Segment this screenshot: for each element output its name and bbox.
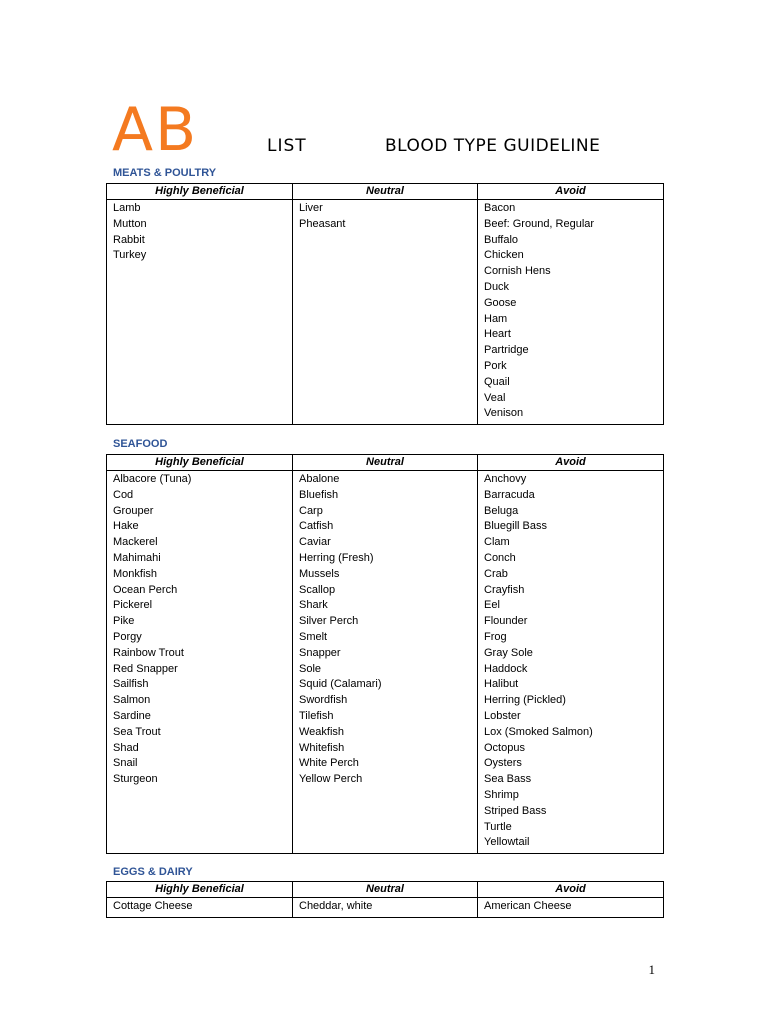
column-header-avoid: Avoid — [478, 455, 664, 471]
food-item: Ocean Perch — [113, 583, 178, 596]
food-item: Anchovy — [484, 473, 527, 485]
food-item: Lox (Smoked Salmon) — [484, 725, 593, 738]
table-seafood — [106, 454, 664, 854]
food-item: Pike — [113, 615, 135, 628]
food-item: Hake — [113, 520, 139, 533]
avoid-cell — [478, 898, 664, 918]
neutral-cell — [293, 471, 478, 854]
food-item: Shrimp — [484, 788, 519, 801]
food-item: Snail — [113, 757, 138, 770]
beneficial-cell — [107, 898, 293, 918]
food-item: Catfish — [299, 520, 334, 533]
food-item: Bacon — [484, 202, 516, 214]
food-item: Bluegill Bass — [484, 520, 547, 533]
food-item: Lobster — [484, 709, 521, 722]
section-title-meats: MEATS & POULTRY — [113, 167, 217, 179]
food-item: Goose — [484, 296, 517, 309]
guideline-label: BLOOD TYPE GUIDELINE — [385, 136, 601, 156]
food-item: Clam — [484, 536, 510, 549]
food-item: Mahimahi — [113, 551, 161, 564]
food-item: Quail — [484, 375, 510, 388]
food-item: Chicken — [484, 249, 524, 262]
food-item: Haddock — [484, 662, 528, 675]
list-label: LIST — [267, 136, 307, 156]
food-item: Partridge — [484, 344, 529, 357]
food-item: Porgy — [113, 630, 142, 643]
section-title-seafood: SEAFOOD — [113, 438, 168, 450]
section-title-eggs: EGGS & DAIRY — [113, 866, 193, 878]
food-item: Shad — [113, 741, 139, 754]
food-item: Sole — [299, 662, 322, 675]
food-item: Sea Bass — [484, 773, 532, 786]
food-item: Heart — [484, 328, 511, 341]
column-header-beneficial: Highly Beneficial — [107, 882, 293, 898]
food-item: Pickerel — [113, 599, 153, 612]
table-meats — [106, 183, 664, 425]
food-item: Herring (Pickled) — [484, 694, 566, 707]
column-header-avoid: Avoid — [478, 184, 664, 200]
food-item: Crab — [484, 567, 508, 580]
food-item: Shark — [299, 599, 328, 612]
food-item: Weakfish — [299, 725, 345, 738]
food-item: Herring (Fresh) — [299, 551, 374, 564]
food-item: Salmon — [113, 694, 151, 707]
food-item: Beluga — [484, 504, 519, 517]
food-item: Flounder — [484, 615, 528, 628]
food-item: Octopus — [484, 741, 525, 754]
food-item: Yellow Perch — [299, 773, 363, 786]
food-item: Crayfish — [484, 583, 525, 596]
food-item: Oysters — [484, 757, 522, 770]
food-item: Swordfish — [299, 694, 348, 707]
food-item: Cornish Hens — [484, 265, 551, 278]
column-header-neutral: Neutral — [293, 184, 478, 200]
food-item: Halibut — [484, 678, 519, 691]
food-item: Caviar — [299, 536, 331, 549]
food-item: Eel — [484, 599, 500, 612]
food-item: Striped Bass — [484, 804, 547, 817]
food-item: Snapper — [299, 646, 341, 659]
neutral-cell — [293, 898, 478, 918]
food-item: Barracuda — [484, 488, 535, 501]
food-item: Yellowtail — [484, 836, 530, 849]
food-item: Tilefish — [299, 709, 334, 722]
food-item: Pork — [484, 359, 507, 372]
food-item: American Cheese — [484, 900, 572, 912]
food-item: Mackerel — [113, 536, 158, 549]
food-item: White Perch — [299, 757, 359, 770]
food-item: Beef: Ground, Regular — [484, 217, 595, 230]
food-item: Pheasant — [299, 217, 346, 230]
food-item: Silver Perch — [299, 615, 359, 628]
avoid-cell — [478, 471, 664, 854]
food-item: Buffalo — [484, 233, 519, 246]
food-item: Rainbow Trout — [113, 646, 184, 659]
food-item: Ham — [484, 312, 508, 325]
column-header-neutral: Neutral — [293, 882, 478, 898]
food-item: Sailfish — [113, 678, 149, 691]
food-item: Bluefish — [299, 488, 339, 501]
food-item: Venison — [484, 407, 524, 420]
column-header-avoid: Avoid — [478, 882, 664, 898]
food-item: Cottage Cheese — [113, 900, 193, 912]
food-item: Turtle — [484, 820, 512, 833]
food-item: Whitefish — [299, 741, 345, 754]
food-item: Squid (Calamari) — [299, 678, 382, 691]
table-eggs — [106, 881, 664, 918]
food-item: Albacore (Tuna) — [113, 473, 192, 485]
page-number: 1 — [648, 962, 655, 977]
column-header-beneficial: Highly Beneficial — [107, 455, 293, 471]
food-item: Mutton — [113, 217, 147, 230]
neutral-cell — [293, 200, 478, 425]
avoid-cell — [478, 200, 664, 425]
column-header-beneficial: Highly Beneficial — [107, 184, 293, 200]
food-item: Cod — [113, 488, 134, 501]
food-item: Lamb — [113, 202, 141, 214]
column-header-neutral: Neutral — [293, 455, 478, 471]
food-item: Carp — [299, 504, 323, 517]
food-item: Smelt — [299, 630, 328, 643]
food-item: Conch — [484, 551, 516, 564]
food-item: Sardine — [113, 709, 151, 722]
food-item: Cheddar, white — [299, 900, 373, 912]
food-item: Sturgeon — [113, 773, 158, 786]
food-item: Gray Sole — [484, 646, 533, 659]
food-item: Liver — [299, 202, 323, 214]
food-item: Mussels — [299, 567, 340, 580]
food-item: Sea Trout — [113, 725, 161, 738]
food-item: Turkey — [113, 249, 147, 262]
food-item: Duck — [484, 280, 510, 293]
document-header — [112, 95, 672, 165]
food-item: Veal — [484, 391, 506, 404]
food-item: Red Snapper — [113, 662, 178, 675]
food-item: Abalone — [299, 473, 340, 485]
food-item: Scallop — [299, 583, 336, 596]
blood-type-title: AB — [112, 95, 199, 165]
food-item: Frog — [484, 630, 507, 643]
beneficial-cell — [107, 200, 293, 425]
food-item: Grouper — [113, 504, 154, 517]
food-item: Rabbit — [113, 233, 145, 246]
beneficial-cell — [107, 471, 293, 854]
food-item: Monkfish — [113, 567, 158, 580]
